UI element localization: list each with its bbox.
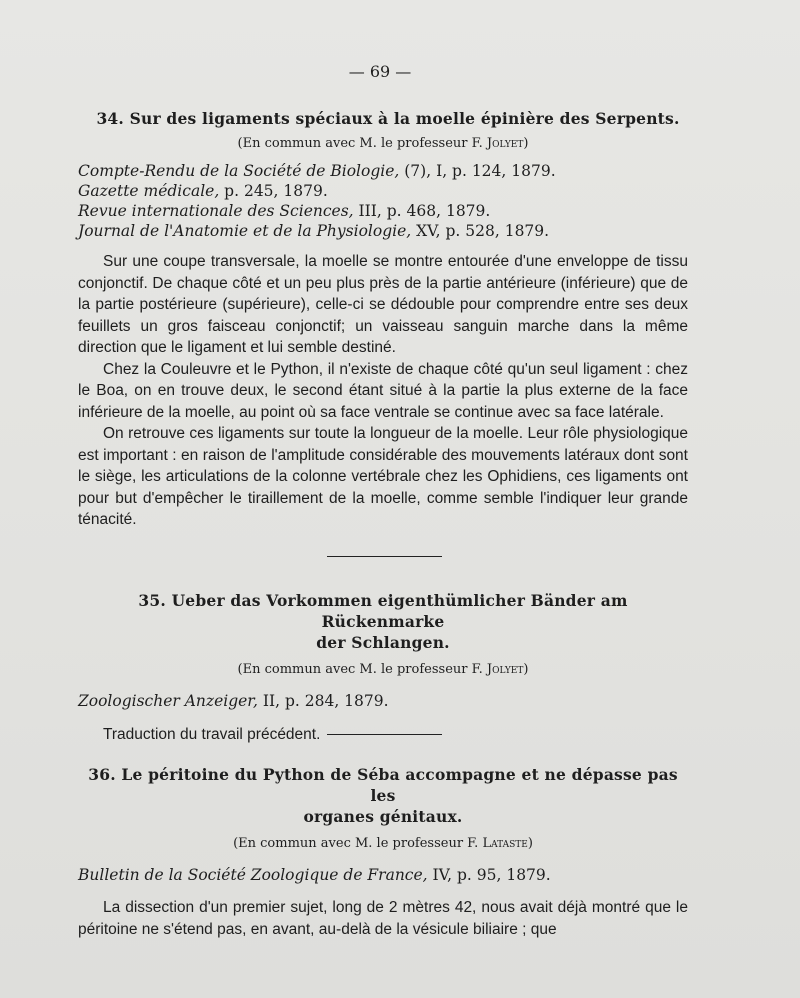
body-paragraph: On retrouve ces ligaments sur toute la longueur de la moelle. Leur rôle physiologique est important : en raison de l'amplitude considérable des mouvements latéraux dont sont le siège, les articulations de la colonne vertébrale chez les Ophidiens, ces ligaments ont pour but d'empêcher le tiraillement de la moelle, comme semble l'indiquer leur grande ténacité. — [78, 425, 688, 528]
reference — [78, 691, 688, 711]
section-divider — [327, 556, 442, 557]
body-paragraph: Chez la Couleuvre et le Python, il n'existe de chaque côté qu'un seul ligament : chez le Boa, on en trouve deux, le second étant situé à la partie la plus externe de la face inférieure de la moelle, au point où sa face ventrale se continue avec sa face latérale. — [78, 360, 688, 421]
section-34 — [78, 108, 688, 531]
reference-title: Journal de l'Anatomie et de la Physiologie, — [78, 222, 412, 240]
collab-prefix: (En commun avec M. le professeur F. — [237, 662, 483, 677]
reference-details: p. 245, 1879. — [219, 182, 328, 200]
body-paragraph: Sur une coupe transversale, la moelle se montre entourée d'une enveloppe de tissu conjonctif. De chaque côté et un peu plus près de la partie antérieure (inférieure) que de la partie postérieure (supérieure), celle-ci se dédouble pour comprendre entre ses deux feuillets un gros faisceau conjonctif; un vaisseau sanguin marche dans la même direction que le ligament et lui semble destiné. — [78, 253, 688, 356]
section-title — [78, 764, 688, 827]
body-paragraph: Traduction du travail précédent. — [103, 726, 321, 743]
collaboration-note — [78, 661, 688, 679]
reference — [78, 865, 688, 885]
section-title-line: 36. Le péritoine du Python de Séba accompagne et ne dépasse pas les — [88, 765, 678, 805]
reference-details: III, p. 468, 1879. — [353, 202, 491, 220]
section-divider — [327, 734, 442, 735]
section-title — [78, 590, 688, 653]
reference-list — [78, 865, 688, 885]
collab-suffix: ) — [523, 662, 529, 677]
section-body — [78, 251, 688, 531]
collab-name: Jolyet — [486, 662, 524, 677]
reference — [78, 161, 688, 181]
section-title-line: 35. Ueber das Vorkommen eigenthümlicher Bänder am Rückenmarke — [138, 591, 628, 631]
reference — [78, 201, 688, 221]
page-number: — 69 — — [348, 62, 412, 81]
reference-title: Compte-Rendu de la Société de Biologie, — [78, 162, 400, 180]
collab-suffix: ) — [527, 836, 533, 851]
reference-title: Bulletin de la Société Zoologique de France, — [78, 866, 428, 884]
reference-list — [78, 691, 688, 711]
reference — [78, 221, 688, 241]
collaboration-note — [78, 135, 688, 153]
reference-details: IV, p. 95, 1879. — [427, 866, 551, 884]
reference-details: (7), I, p. 124, 1879. — [399, 162, 556, 180]
collab-name: Lataste — [482, 836, 528, 851]
reference-list — [78, 161, 688, 241]
section-title-line: der Schlangen. — [316, 633, 450, 652]
collab-prefix: (En commun avec M. le professeur F. — [237, 136, 483, 151]
section-title — [68, 108, 708, 129]
collab-prefix: (En commun avec M. le professeur F. — [233, 836, 479, 851]
section-title-line: 34. Sur des ligaments spéciaux à la moelle épinière des Serpents. — [96, 109, 680, 128]
reference-title: Gazette médicale, — [78, 182, 220, 200]
body-paragraph: La dissection d'un premier sujet, long de 2 mètres 42, nous avait déjà montré que le péritoine ne s'étend pas, en avant, au-delà de la vésicule biliaire ; que — [78, 899, 688, 938]
reference-title: Revue internationale des Sciences, — [78, 202, 354, 220]
section-body — [78, 897, 688, 940]
reference-details: XV, p. 528, 1879. — [411, 222, 550, 240]
collaboration-note — [78, 835, 688, 853]
collab-suffix: ) — [523, 136, 529, 151]
section-35 — [78, 590, 688, 746]
section-title-line: organes génitaux. — [303, 807, 463, 826]
section-36 — [78, 764, 688, 940]
reference — [78, 181, 688, 201]
collab-name: Jolyet — [486, 136, 524, 151]
reference-title: Zoologischer Anzeiger, — [78, 692, 258, 710]
reference-details: II, p. 284, 1879. — [257, 692, 389, 710]
